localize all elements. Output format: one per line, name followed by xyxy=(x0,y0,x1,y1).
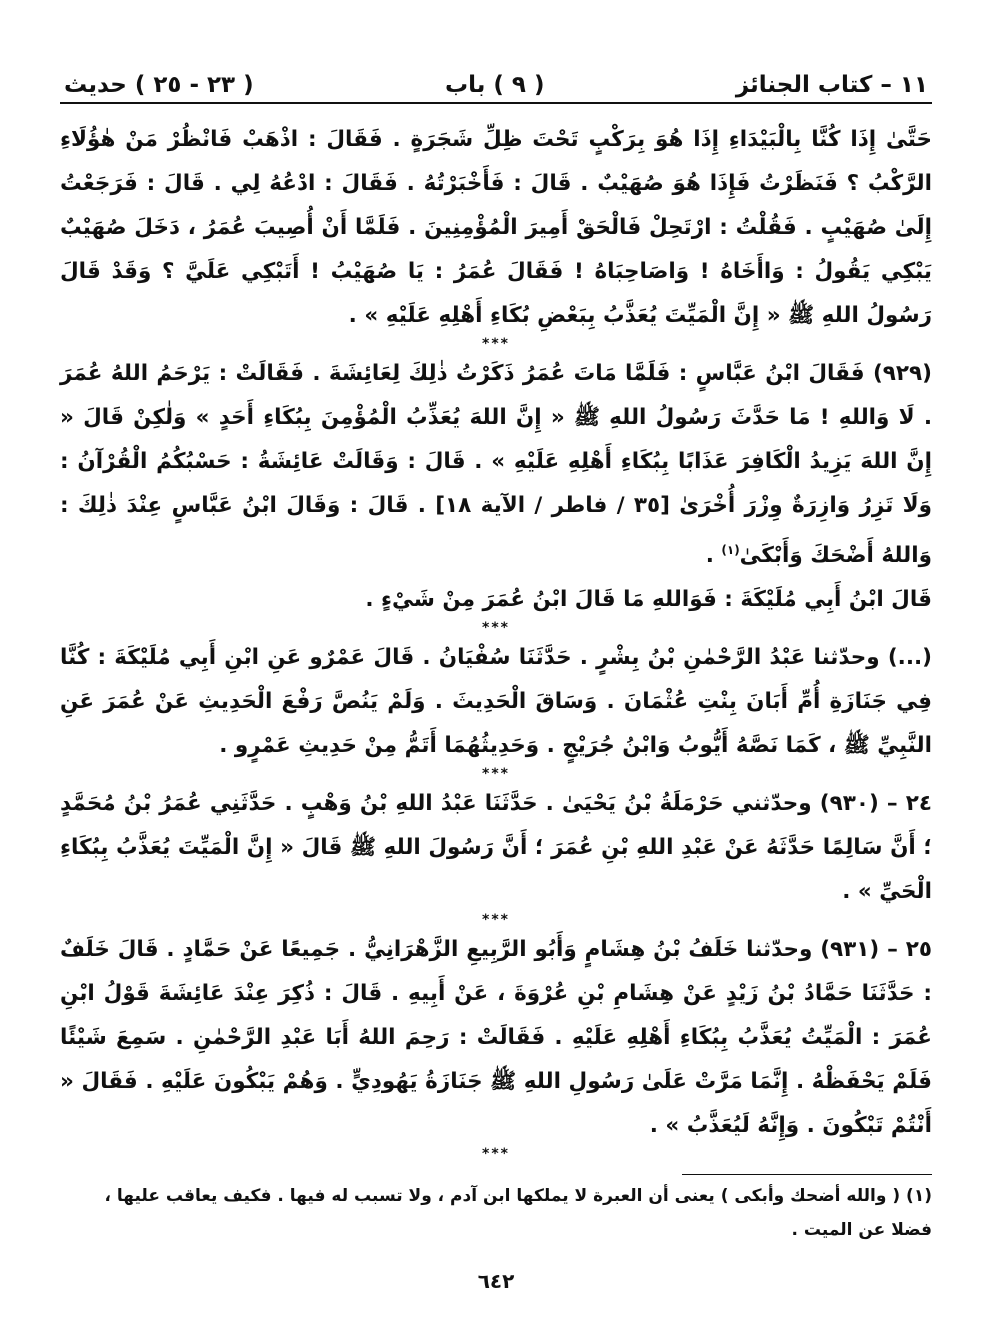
header-hadith-range: ( ٢٣ - ٢٥ ) حديث xyxy=(64,72,254,98)
paragraph-hadith-929 xyxy=(60,352,932,578)
paragraph-hadith-929-tail: . xyxy=(705,543,722,569)
header-divider xyxy=(60,102,932,104)
paragraph-hadith-931: ٢٥ – (٩٣١) وحدّثنا خَلَفُ بْنُ هِشَامٍ وَأَبُو الرَّبِيعِ الزَّهْرَانِيُّ . جَمِيعًا عَنْ حَمَّادٍ . قَالَ خَلَفٌ : حَدَّثَنَا حَمَّادُ بْنُ زَيْدٍ عَنْ هِشَامِ بْنِ عُرْوَةَ ، عَنْ أَبِيهِ . قَالَ : ذُكِرَ عِنْدَ عَائِشَةَ قَوْلُ ابْنِ عُمَرَ : الْمَيِّتُ يُعَذَّبُ بِبُكَاءِ أَهْلِهِ عَلَيْهِ . فَقَالَتْ : رَحِمَ اللهُ أَبَا عَبْدِ الرَّحْمٰنِ . سَمِعَ شَيْئًا فَلَمْ يَحْفَظْهُ . إِنَّمَا مَرَّتْ عَلَىٰ رَسُولِ اللهِ ﷺ جَنَازَةُ يَهُودِيٍّ . وَهُمْ يَبْكُونَ عَلَيْهِ . فَقَالَ « أَنْتُمْ تَبْكُونَ . وَإِنَّهُ لَيُعَذَّبُ » . xyxy=(60,937,932,1139)
book-page xyxy=(60,58,932,1308)
section-separator: *** xyxy=(482,336,510,352)
footnote-divider xyxy=(682,1174,932,1175)
paragraph-hadith-929-text: (٩٢٩) فَقَالَ ابْنُ عَبَّاسٍ : فَلَمَّا مَاتَ عُمَرُ ذَكَرْتُ ذٰلِكَ لِعَائِشَةَ . فَقَالَتْ : يَرْحَمُ اللهُ عُمَرَ . لَا وَاللهِ ! مَا حَدَّثَ رَسُولُ اللهِ ﷺ « إِنَّ اللهَ يُعَذِّبُ الْمُؤْمِنَ بِبُكَاءِ أَحَدٍ » وَلٰكِنْ قَالَ « إِنَّ اللهَ يَزِيدُ الْكَافِرَ عَذَابًا بِبُكَاءِ أَهْلِهِ عَلَيْهِ » . قَالَ : وَقَالَتْ عَائِشَةُ : حَسْبُكُمُ الْقُرْآنُ : وَلَا تَزِرُ وَازِرَةٌ وِزْرَ أُخْرَىٰ [٣٥ / فاطر / الآية ١٨] . قَالَ : وَقَالَ ابْنُ عَبَّاسٍ عِنْدَ ذٰلِكَ : وَاللهُ أَضْحَكَ وَأَبْكَىٰ xyxy=(60,361,932,569)
header-book-title: ١١ – كتاب الجنائز xyxy=(735,72,928,98)
section-separator: *** xyxy=(482,766,510,783)
page-header xyxy=(60,58,932,98)
section-separator: *** xyxy=(482,1146,510,1163)
paragraph-hadith-chain: (...) وحدّثنا عَبْدُ الرَّحْمٰنِ بْنُ بِشْرٍ . حَدَّثَنَا سُفْيَانُ . قَالَ عَمْرٌو عَنِ ابْنِ أَبِي مُلَيْكَةَ : كُنَّا فِي جَنَازَةِ أُمِّ أَبَانَ بِنْتِ عُثْمَانَ . وَسَاقَ الْحَدِيثَ . وَلَمْ يَنُصَّ رَفْعَ الْحَدِيثِ عَنْ عُمَرَ عَنِ النَّبِيِّ ﷺ ، كَمَا نَصَّهُ أَيُّوبُ وَابْنُ جُرَيْجٍ . وَحَدِيثُهُمَا أَتَمُّ مِنْ حَدِيثِ عَمْرٍو . xyxy=(60,645,932,759)
section-separator: *** xyxy=(482,912,510,929)
paragraph-hadith-930: ٢٤ – (٩٣٠) وحدّثني حَرْمَلَةُ بْنُ يَحْيَىٰ . حَدَّثَنَا عَبْدُ اللهِ بْنُ وَهْبٍ . حَدَّثَنِي عُمَرُ بْنُ مُحَمَّدٍ ؛ أَنَّ سَالِمًا حَدَّثَهُ عَنْ عَبْدِ اللهِ بْنِ عُمَرَ ؛ أَنَّ رَسُولَ اللهِ ﷺ قَالَ « إِنَّ الْمَيِّتَ يُعَذَّبُ بِبُكَاءِ الْحَيِّ » . xyxy=(60,791,933,905)
footnote: (١) ( والله أضحك وأبكى ) يعنى أن العبرة لا يملكها ابن آدم ، ولا تسبب له فيها . فكيف يعاقب عليها ، فضلا عن الميت . xyxy=(104,1186,932,1241)
main-text xyxy=(60,118,932,1162)
footnote-reference[interactable]: (١) xyxy=(721,543,740,557)
page-number: ٦٤٢ xyxy=(477,1269,515,1294)
header-chapter: ( ٩ ) باب xyxy=(444,72,545,98)
paragraph-ibn-abi-mulaykah: قَالَ ابْنُ أَبِي مُلَيْكَةَ : فَوَاللهِ مَا قَالَ ابْنُ عُمَرَ مِنْ شَيْءٍ . xyxy=(365,587,932,613)
section-separator: *** xyxy=(482,620,510,637)
paragraph-continuation: حَتَّىٰ إِذَا كُنَّا بِالْبَيْدَاءِ إِذَا هُوَ بِرَكْبٍ تَحْتَ ظِلِّ شَجَرَةٍ . فَقَالَ : اذْهَبْ فَانْظُرْ مَنْ هٰؤُلَاءِ الرَّكْبُ ؟ فَنَظَرْتُ فَإِذَا هُوَ صُهَيْبٌ . قَالَ : فَأَخْبَرْتُهُ . فَقَالَ : ادْعُهُ لِي . قَالَ : فَرَجَعْتُ إِلَىٰ صُهَيْبٍ . فَقُلْتُ : ارْتَحِلْ فَالْحَقْ أَمِيرَ الْمُؤْمِنِينَ . فَلَمَّا أَنْ أُصِيبَ عُمَرُ ، دَخَلَ صُهَيْبٌ يَبْكِي يَقُولُ : وَاأَخَاهُ ! وَاصَاحِبَاهُ ! فَقَالَ عُمَرُ : يَا صُهَيْبُ ! أَتَبْكِي عَلَيَّ ؟ وَقَدْ قَالَ رَسُولُ اللهِ ﷺ « إِنَّ الْمَيِّتَ يُعَذَّبُ بِبَعْضِ بُكَاءِ أَهْلِهِ عَلَيْهِ » . xyxy=(60,127,932,328)
